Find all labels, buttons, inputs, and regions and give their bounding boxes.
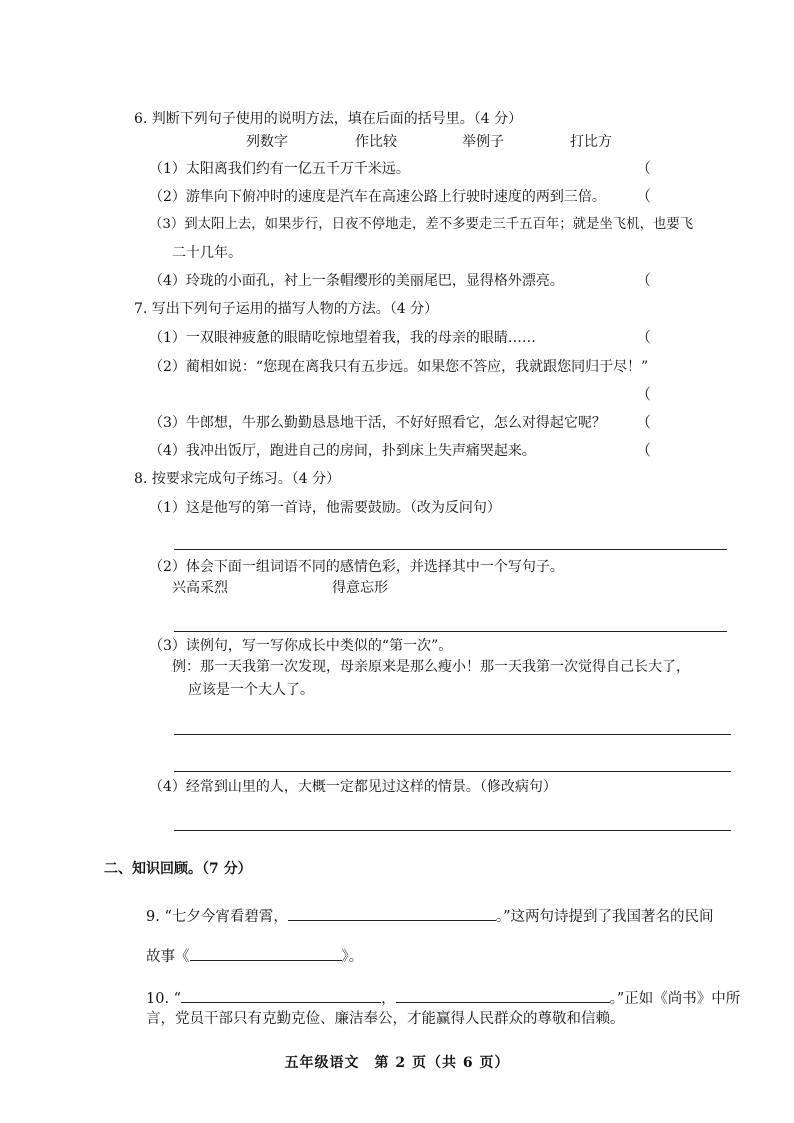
q8-word-b: 得意忘形 xyxy=(332,580,388,596)
q8-item-2: （2）体会下面一组词语不同的感情色彩，并选择其中一个写句子。 xyxy=(149,559,564,575)
q9-text-c: 故事《 xyxy=(146,949,190,965)
q6-stem: 6. 判断下列句子使用的说明方法，填在后面的括号里。（4 分） xyxy=(134,111,523,127)
q6-item-3: （3）到太阳上去，如果步行，日夜不停地走，差不多要走三千五百年；就是坐飞机，也要飞 xyxy=(149,217,694,232)
q6-item-4: （4）玲珑的小面孔，衬上一条帽缨形的美丽尾巴，显得格外漂亮。 xyxy=(149,273,564,289)
q7-item-2: （2）蔺相如说：“您现在离我只有五步远。如果您不答应，我就跟您同归于尽！” xyxy=(149,359,649,375)
q10-line-2: 言，党员干部只有克勤克俭、廉洁奉公，才能赢得人民群众的尊敬和信赖。 xyxy=(146,1011,625,1027)
q6-option-2: 作比较 xyxy=(355,134,397,150)
q8-answer-line-3a[interactable] xyxy=(174,734,731,735)
q10-blank-2[interactable] xyxy=(396,988,610,1003)
q9-line-1 xyxy=(146,906,714,925)
q8-item-4: （4）经常到山里的人，大概一定都见过这样的情景。（修改病句） xyxy=(149,779,557,795)
q8-answer-line-4[interactable] xyxy=(174,830,731,831)
q8-example-line-1: 例：那一天我第一次发现，母亲原来是那么瘦小！那一天我第一次觉得自己长大了， xyxy=(172,659,690,675)
q7-answer-paren-2[interactable]: （ xyxy=(636,385,652,403)
q7-answer-paren-4[interactable]: （ xyxy=(636,441,652,459)
q10-blank-1[interactable] xyxy=(181,988,381,1003)
q9-blank-2[interactable] xyxy=(190,946,342,961)
q9-text-a: 9. “七夕今宵看碧霄， xyxy=(146,909,288,925)
q7-item-3: （3）牛郎想，牛那么勤勤恳恳地干活，不好好照看它，怎么对得起它呢？ xyxy=(149,415,606,431)
q7-answer-paren-3[interactable]: （ xyxy=(636,413,652,431)
q9-text-b: 。”这两句诗提到了我国著名的民间 xyxy=(495,909,714,925)
q7-item-4: （4）我冲出饭厅，跑进自己的房间，扑到床上失声痛哭起来。 xyxy=(149,443,536,459)
q10-text-a: 10. “ xyxy=(146,991,182,1007)
q6-item-2: （2）游隼向下俯冲时的速度是汽车在高速公路上行驶时速度的两到三倍。 xyxy=(149,189,606,205)
q9-text-d: 》。 xyxy=(341,949,364,965)
q8-answer-line-2[interactable] xyxy=(174,631,727,632)
q6-option-3: 举例子 xyxy=(462,134,504,150)
q6-option-4: 打比方 xyxy=(570,134,612,150)
page-footer: 五年级语文 第 2 页（共 6 页） xyxy=(284,1055,510,1071)
q6-answer-paren-2[interactable]: （ xyxy=(636,187,652,205)
q7-stem: 7. 写出下列句子运用的描写人物的方法。（4 分） xyxy=(134,301,439,317)
section-2-heading: 二、知识回顾。（7 分） xyxy=(104,861,252,877)
q8-item-1: （1）这是他写的第一首诗，他需要鼓励。（改为反问句） xyxy=(149,500,501,516)
q8-example-line-2: 应该是一个大人了。 xyxy=(188,682,314,698)
q9-line-2 xyxy=(146,946,363,965)
q7-item-1: （1）一双眼神疲惫的眼睛吃惊地望着我，我的母亲的眼睛…… xyxy=(149,330,536,346)
q10-line-1 xyxy=(146,988,740,1007)
q8-answer-line-1[interactable] xyxy=(174,549,727,550)
q10-text-b: ， xyxy=(381,991,396,1007)
q10-text-c: 。”正如《尚书》中所 xyxy=(609,991,741,1007)
q9-blank-1[interactable] xyxy=(288,906,496,921)
q6-option-1: 列数字 xyxy=(246,134,288,150)
q8-stem: 8. 按要求完成句子练习。（4 分） xyxy=(134,471,341,487)
q6-answer-paren-1[interactable]: （ xyxy=(636,159,652,177)
q6-item-1: （1）太阳离我们约有一亿五千万千米远。 xyxy=(149,161,410,177)
q6-answer-paren-4[interactable]: （ xyxy=(636,271,652,289)
q8-answer-line-3b[interactable] xyxy=(174,771,731,772)
q6-item-3-cont: 二十几年。 xyxy=(172,245,242,261)
q7-answer-paren-1[interactable]: （ xyxy=(636,328,652,346)
q8-item-3: （3）读例句，写一写你成长中类似的“第一次”。 xyxy=(149,638,453,654)
q8-word-a: 兴高采烈 xyxy=(172,580,228,596)
